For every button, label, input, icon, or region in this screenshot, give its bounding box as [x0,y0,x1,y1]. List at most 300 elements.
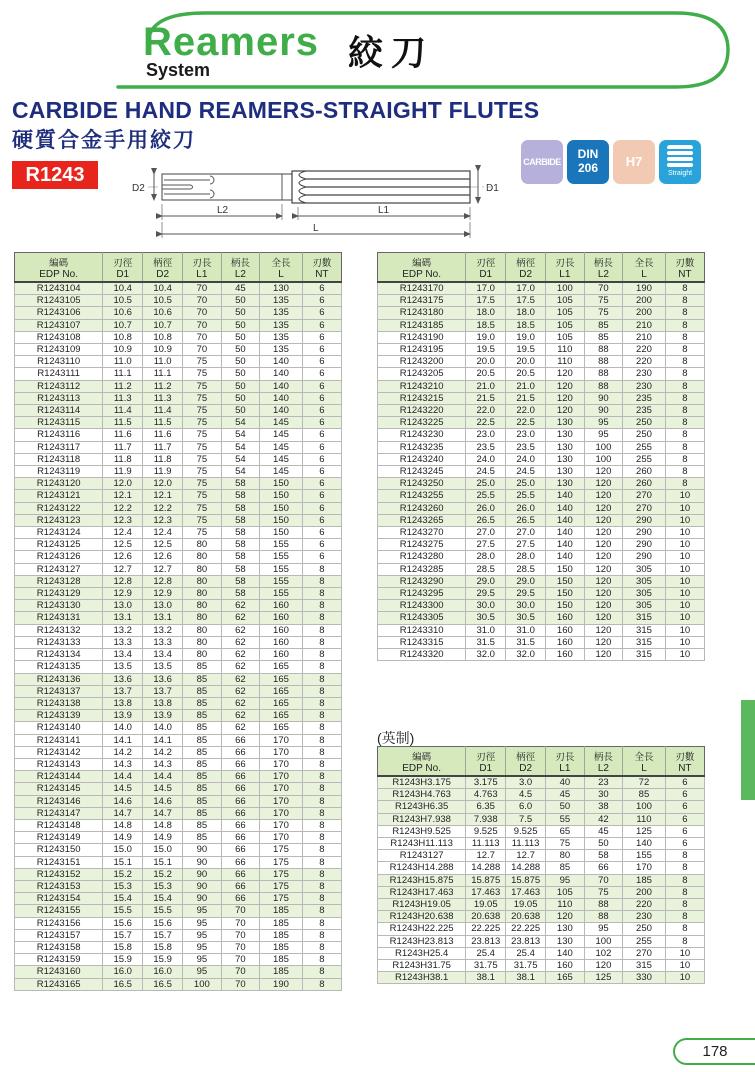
cell: 14.0 [103,722,143,734]
cell: 8 [302,734,341,746]
table-row [378,551,705,563]
cell: 8 [665,874,704,886]
cell: R1243285 [378,563,466,575]
cell: 12.7 [143,563,183,575]
cell: R1243131 [15,612,103,624]
cell: 55 [546,813,585,825]
cell: 8 [302,685,341,697]
cell: 11.8 [103,453,143,465]
cell: R1243123 [15,514,103,526]
cell: R1243240 [378,453,466,465]
table-row [378,441,705,453]
cell: 70 [221,978,260,990]
cell: 50 [221,380,260,392]
table-row [15,697,342,709]
cell: 155 [260,563,303,575]
cell: 8 [665,380,704,392]
cell: 305 [623,600,666,612]
cell: 120 [584,588,623,600]
cell: 20.0 [466,356,506,368]
cell: 85 [183,832,222,844]
cell: 230 [623,368,666,380]
cell: 10.7 [103,319,143,331]
cell: 25.0 [466,478,506,490]
cell: 14.1 [143,734,183,746]
cell: 13.2 [143,624,183,636]
cell: 315 [623,612,666,624]
cell: 70 [221,941,260,953]
table-row [378,899,705,911]
cell: 21.5 [506,392,546,404]
cell: 250 [623,923,666,935]
cell: 8 [302,588,341,600]
cell: 66 [221,844,260,856]
cell: 27.0 [466,527,506,539]
cell: 26.5 [466,514,506,526]
table-row [378,563,705,575]
cell: 9.525 [466,825,506,837]
cell: 11.8 [143,453,183,465]
cell: R1243315 [378,636,466,648]
cell: 290 [623,551,666,563]
cell: 145 [260,417,303,429]
cell: 85 [183,673,222,685]
cell: 8 [302,905,341,917]
cell: 140 [260,380,303,392]
table-row [15,722,342,734]
cell: 10 [665,636,704,648]
cell: 50 [221,344,260,356]
cell: 160 [260,624,303,636]
cell: 10 [665,588,704,600]
cell: 25.0 [506,478,546,490]
cell: 150 [546,575,585,587]
column-header: 柄長 L2 [221,253,260,283]
cell: 8 [665,899,704,911]
cell: 31.75 [506,960,546,972]
cell: 8 [302,880,341,892]
cell: 17.463 [466,886,506,898]
cell: 70 [221,966,260,978]
table-row [15,453,342,465]
cell: 105 [546,886,585,898]
table-row [15,917,342,929]
table-row [15,771,342,783]
cell: 27.5 [506,539,546,551]
cell: 10.6 [103,307,143,319]
cell: 155 [260,588,303,600]
cell: 15.9 [143,954,183,966]
cell: 13.9 [143,710,183,722]
table-row [378,850,705,862]
cell: R1243230 [378,429,466,441]
cell: 85 [183,661,222,673]
cell: 18.0 [466,307,506,319]
cell: R1243117 [15,441,103,453]
cell: 12.5 [103,539,143,551]
reamer-dimension-diagram [120,160,515,252]
straight-flute-badge [659,140,701,184]
cell: 170 [260,746,303,758]
cell: 270 [623,502,666,514]
cell: 9.525 [506,825,546,837]
cell: 130 [546,453,585,465]
cell: 260 [623,466,666,478]
cell: 12.1 [103,490,143,502]
cell: 95 [183,905,222,917]
cell: R1243108 [15,331,103,343]
cell: R1243104 [15,282,103,295]
table-row [15,588,342,600]
cell: 66 [221,734,260,746]
cell: R1243H3.175 [378,776,466,789]
cell: 13.4 [103,649,143,661]
cell: 14.5 [103,783,143,795]
table-row [378,886,705,898]
cell: 95 [584,923,623,935]
cell: 185 [260,929,303,941]
cell: R1243265 [378,514,466,526]
cell: R1243158 [15,941,103,953]
page-title-zh: 硬質合金手用絞刀 [12,129,196,152]
cell: 110 [546,356,585,368]
cell: 6 [302,514,341,526]
cell: 160 [260,612,303,624]
cell: 13.8 [143,697,183,709]
cell: 120 [546,380,585,392]
cell: 130 [546,923,585,935]
cell: 30.5 [506,612,546,624]
table-row [378,405,705,417]
cell: 10 [665,624,704,636]
cell: 145 [260,441,303,453]
cell: 10.9 [143,344,183,356]
cell: 6 [665,776,704,789]
cell: R1243126 [15,551,103,563]
table-row [15,832,342,844]
cell: 10 [665,551,704,563]
cell: 140 [546,502,585,514]
cell: R1243320 [378,649,466,661]
cell: 170 [260,832,303,844]
cell: 88 [584,911,623,923]
l1-label: L1 [378,205,390,216]
table-row [378,392,705,404]
table-row [378,649,705,661]
cell: 14.8 [143,819,183,831]
cell: R1243146 [15,795,103,807]
cell: 165 [546,972,585,984]
cell: 140 [546,527,585,539]
table-row [15,880,342,892]
table-row [378,813,705,825]
cell: 85 [183,771,222,783]
cell: R1243106 [15,307,103,319]
cell: 13.0 [103,600,143,612]
cell: R1243107 [15,319,103,331]
table-row [15,807,342,819]
cell: 8 [665,429,704,441]
cell: 220 [623,356,666,368]
cell: 235 [623,392,666,404]
cell: 155 [260,551,303,563]
cell: R1243138 [15,697,103,709]
cell: 6 [302,429,341,441]
table-row [378,862,705,874]
cell: 22.5 [466,417,506,429]
cell: 125 [584,972,623,984]
cell: 70 [183,344,222,356]
cell: 18.0 [506,307,546,319]
cell: 8 [302,771,341,783]
table-row [378,911,705,923]
cell: 290 [623,514,666,526]
cell: R1243147 [15,807,103,819]
cell: 13.1 [103,612,143,624]
cell: R1243180 [378,307,466,319]
cell: 75 [183,514,222,526]
cell: R1243142 [15,746,103,758]
cell: 15.1 [103,856,143,868]
cell: R1243H15.875 [378,874,466,886]
cell: 75 [183,527,222,539]
cell: 90 [584,392,623,404]
column-header: 全長 L [260,253,303,283]
cell: R1243141 [15,734,103,746]
cell: 21.0 [506,380,546,392]
column-header: 柄長 L2 [584,747,623,777]
cell: 15.6 [103,917,143,929]
cell: 6 [302,368,341,380]
cell: 95 [183,941,222,953]
cell: 62 [221,612,260,624]
cell: 11.9 [143,466,183,478]
cell: 95 [584,417,623,429]
cell: 6 [302,490,341,502]
cell: R1243190 [378,331,466,343]
cell: 8 [665,850,704,862]
table-row [15,710,342,722]
cell: 26.0 [506,502,546,514]
cell: 75 [183,441,222,453]
cell: 20.638 [506,911,546,923]
table-row [15,673,342,685]
cell: 120 [546,368,585,380]
cell: R1243H6.35 [378,801,466,813]
cell: 31.5 [506,636,546,648]
table-row [15,929,342,941]
cell: 130 [546,429,585,441]
cell: 31.0 [506,624,546,636]
table-row [378,575,705,587]
cell: R1243132 [15,624,103,636]
table-row [15,844,342,856]
cell: 23.813 [466,935,506,947]
cell: 11.7 [103,441,143,453]
straight-flutes-icon [659,145,701,167]
cell: 14.6 [143,795,183,807]
cell: 8 [665,319,704,331]
cell: R1243139 [15,710,103,722]
cell: 165 [260,685,303,697]
cell: 6 [302,417,341,429]
cell: 14.6 [103,795,143,807]
cell: 80 [183,588,222,600]
cell: 290 [623,539,666,551]
cell: 8 [665,453,704,465]
cell: 105 [546,295,585,307]
cell: 6 [302,331,341,343]
table-row [15,380,342,392]
cell: 6 [302,344,341,356]
cell: 85 [623,789,666,801]
cell: 200 [623,307,666,319]
cell: R1243136 [15,673,103,685]
cell: 88 [584,344,623,356]
cell: 23.0 [466,429,506,441]
cell: 120 [584,600,623,612]
cell: 28.5 [466,563,506,575]
cell: 66 [221,783,260,795]
cell: R1243156 [15,917,103,929]
cell: 8 [302,917,341,929]
table-row [378,368,705,380]
cell: 230 [623,380,666,392]
table-row [15,795,342,807]
din-206-badge [567,140,609,184]
table-row [378,514,705,526]
cell: R1243143 [15,758,103,770]
cell: R1243144 [15,771,103,783]
cell: 66 [584,862,623,874]
table-row [378,789,705,801]
cell: R1243H20.638 [378,911,466,923]
table-row [378,417,705,429]
cell: 21.5 [466,392,506,404]
cell: 66 [221,746,260,758]
cell: R1243105 [15,295,103,307]
cell: R1243250 [378,478,466,490]
cell: 8 [302,856,341,868]
cell: 8 [665,368,704,380]
table-row [378,539,705,551]
cell: 85 [183,734,222,746]
cell: R1243115 [15,417,103,429]
cell: 110 [546,344,585,356]
cell: 130 [546,417,585,429]
cell: 29.0 [466,575,506,587]
h7-tolerance-badge: H7 [613,140,655,184]
cell: 8 [302,978,341,990]
cell: 175 [260,893,303,905]
table-row [378,490,705,502]
cell: 140 [260,405,303,417]
cell: 14.5 [143,783,183,795]
cell: 8 [302,746,341,758]
table-row [15,429,342,441]
column-header: 編碼 EDP No. [378,747,466,777]
cell: 8 [665,935,704,947]
cell: 305 [623,563,666,575]
cell: 15.3 [103,880,143,892]
cell: 130 [546,466,585,478]
cell: 120 [546,392,585,404]
cell: 10.9 [103,344,143,356]
cell: 255 [623,453,666,465]
cell: 58 [221,588,260,600]
cell: R1243H22.225 [378,923,466,935]
cell: 19.0 [466,331,506,343]
cell: 8 [302,600,341,612]
cell: 90 [183,844,222,856]
cell: 20.5 [506,368,546,380]
cell: 88 [584,380,623,392]
table-row [15,563,342,575]
table-row [15,612,342,624]
banner-title-zh: 絞刀 [348,34,435,73]
table-row [378,935,705,947]
table-row [378,600,705,612]
table-row [15,734,342,746]
cell: 25.5 [506,490,546,502]
cell: 19.05 [466,899,506,911]
cell: 13.6 [143,673,183,685]
cell: 11.9 [103,466,143,478]
cell: 120 [584,466,623,478]
cell: 62 [221,636,260,648]
cell: 10.8 [103,331,143,343]
cell: 255 [623,441,666,453]
cell: R1243170 [378,282,466,295]
cell: 14.2 [103,746,143,758]
cell: 23.813 [506,935,546,947]
table-row [15,527,342,539]
cell: 160 [546,960,585,972]
cell: 14.4 [143,771,183,783]
table-row [15,649,342,661]
cell: 13.6 [103,673,143,685]
cell: 6 [665,825,704,837]
table-row [378,307,705,319]
l2-label: L2 [217,205,229,216]
cell: 70 [584,874,623,886]
cell: 30.0 [506,600,546,612]
cell: 70 [221,917,260,929]
cell: 11.4 [143,405,183,417]
cell: 130 [546,935,585,947]
cell: 6 [302,539,341,551]
cell: R1243270 [378,527,466,539]
cell: 85 [183,685,222,697]
cell: 120 [584,575,623,587]
cell: 140 [546,539,585,551]
table-row [378,331,705,343]
cell: 75 [546,838,585,850]
cell: 75 [183,392,222,404]
cell: 65 [546,825,585,837]
cell: 28.0 [466,551,506,563]
cell: 7.5 [506,813,546,825]
cell: 17.5 [466,295,506,307]
cell: 160 [546,624,585,636]
cell: 12.3 [103,514,143,526]
cell: 165 [260,722,303,734]
cell: 12.4 [143,527,183,539]
cell: 120 [546,405,585,417]
cell: 165 [260,673,303,685]
cell: 270 [623,490,666,502]
cell: 15.9 [103,954,143,966]
